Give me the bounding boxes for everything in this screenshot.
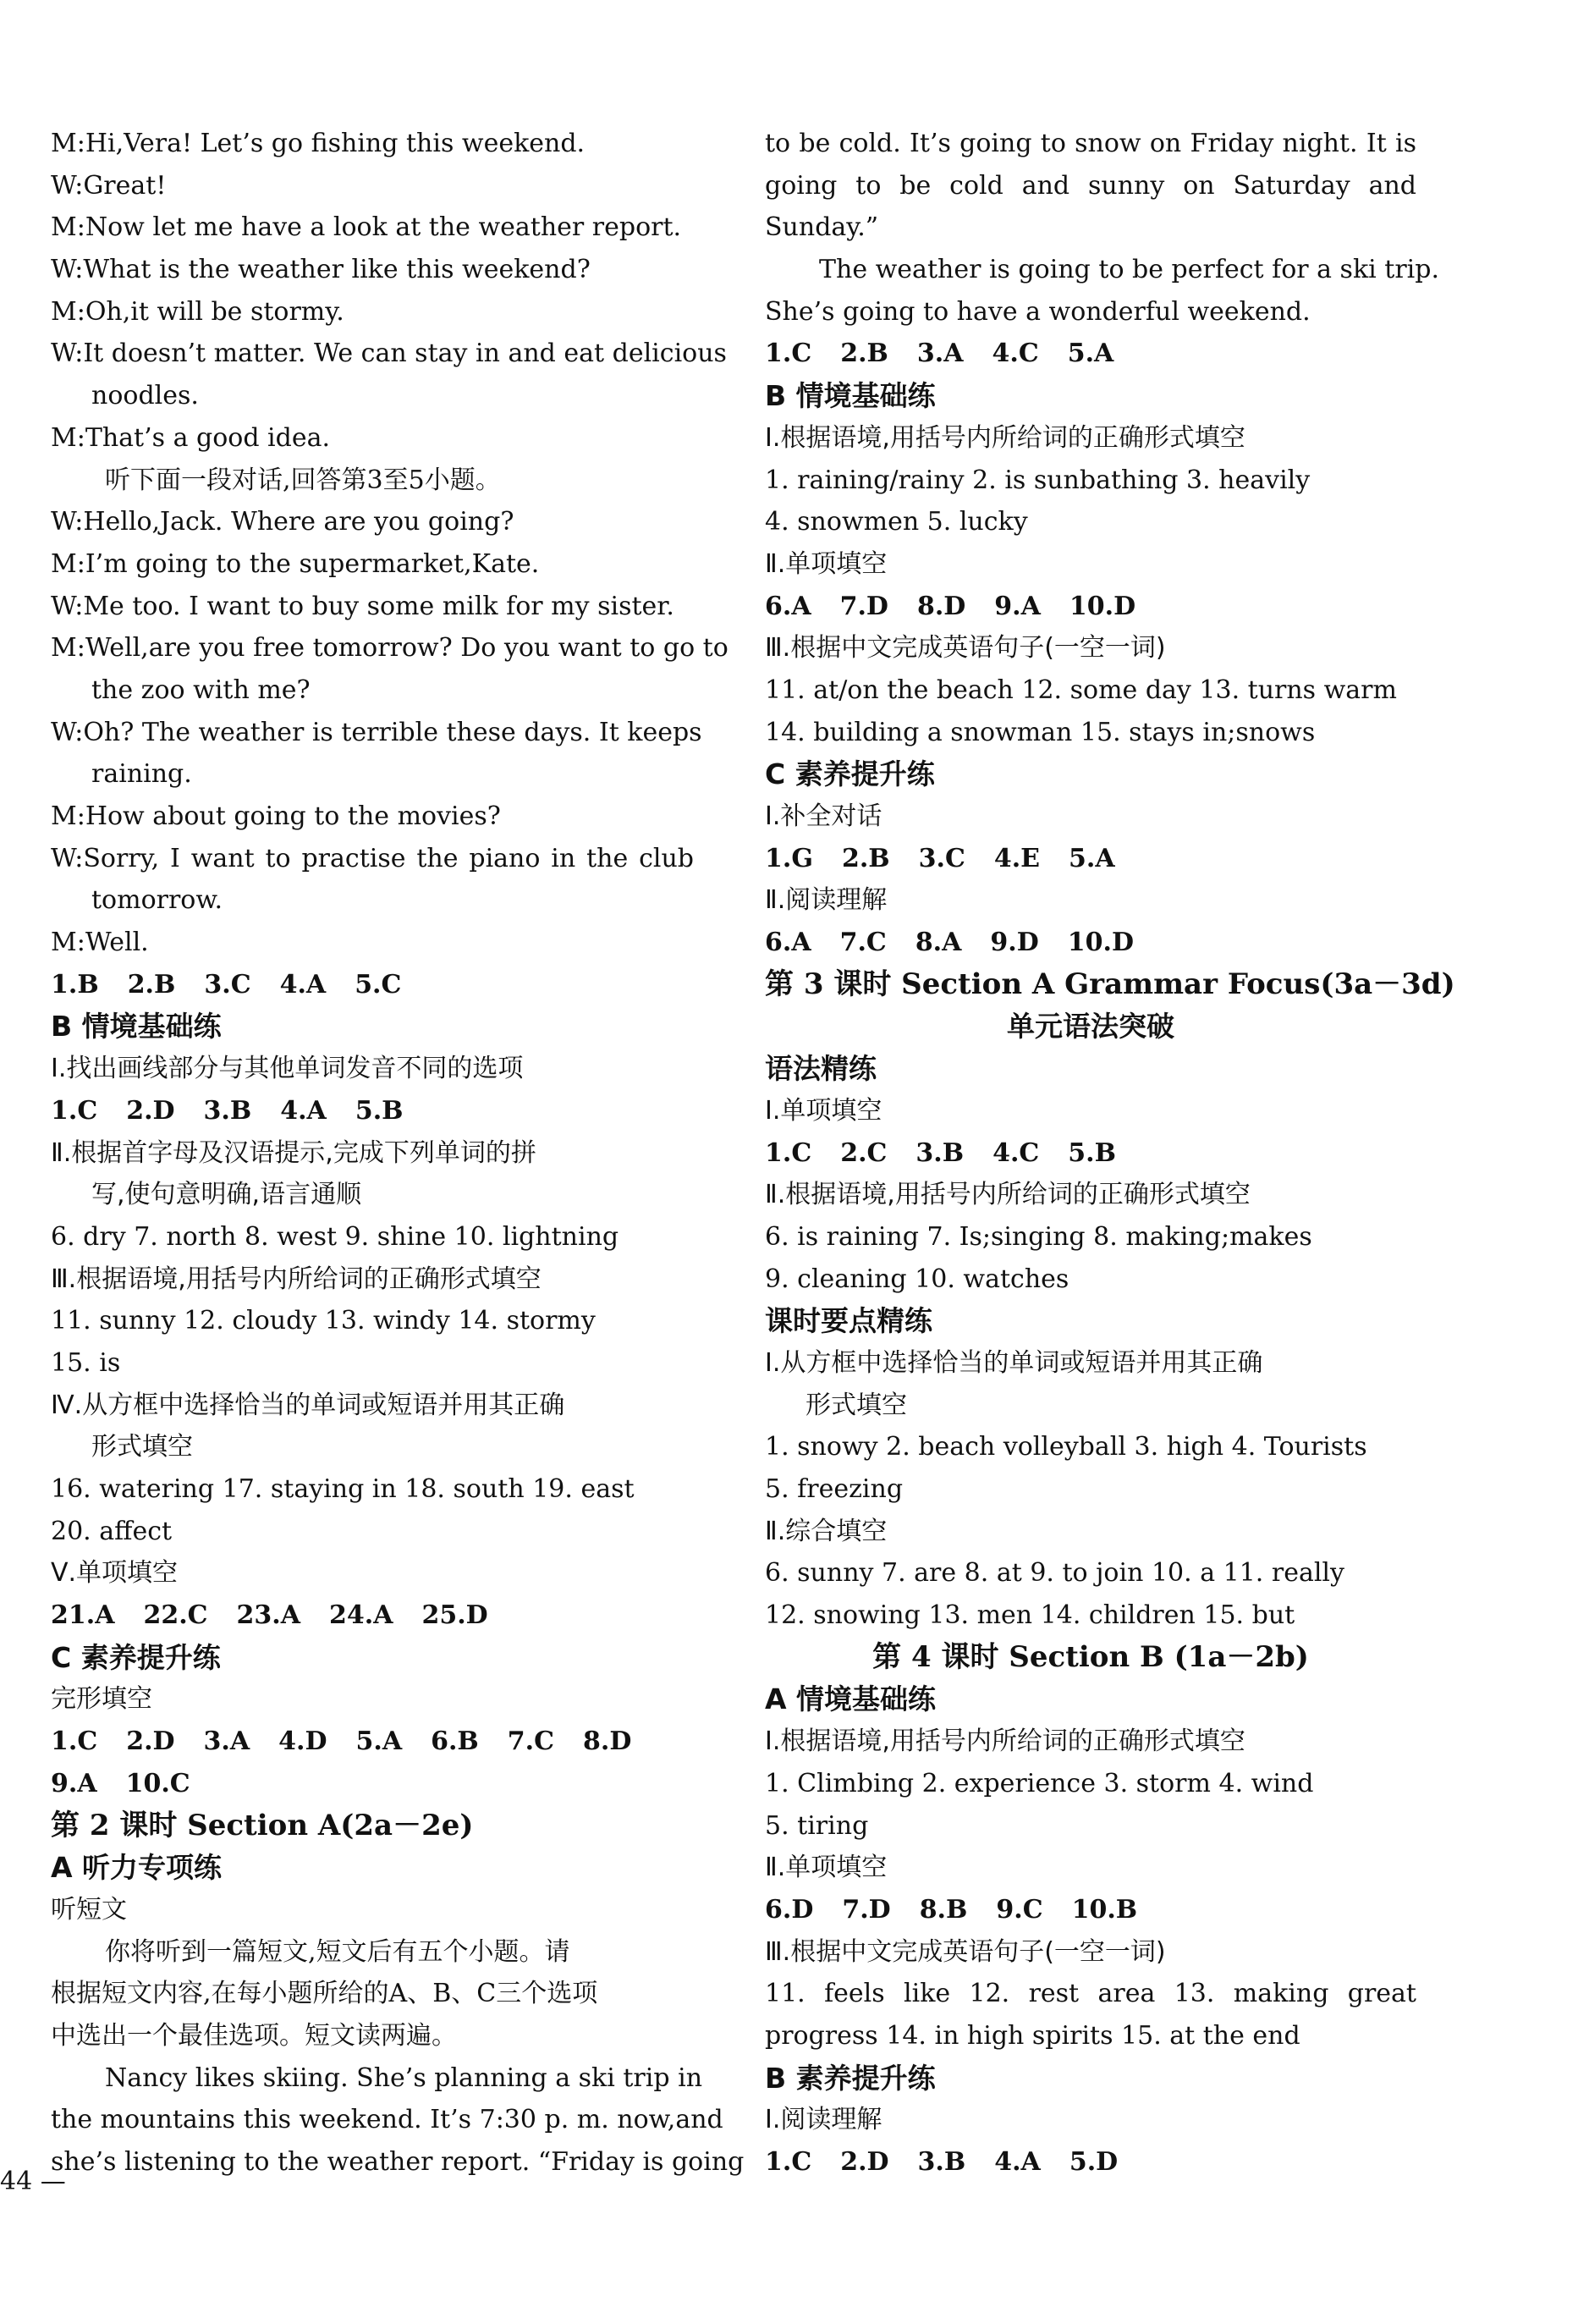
text-line: 5. tiring — [765, 1810, 869, 1841]
text-line: 14. building a snowman 15. stays in;snows — [765, 717, 1316, 747]
answer: 2.D — [126, 1726, 175, 1757]
exercise-heading: Ⅱ.单项填空 — [765, 1853, 888, 1883]
answer: 21.A — [51, 1600, 115, 1631]
answer: 9.A — [51, 1768, 97, 1798]
exercise-heading: Ⅰ.单项填空 — [765, 1095, 882, 1126]
exercise-heading: Ⅱ.综合填空 — [765, 1516, 888, 1546]
answer: 5.C — [355, 969, 402, 1000]
section-heading: C 素养提升练 — [765, 757, 935, 791]
answer: 5.D — [1069, 2147, 1119, 2177]
answer-line — [51, 1763, 694, 1805]
exercise-heading: 听短文 — [51, 1894, 127, 1925]
answer: 5.A — [355, 1726, 403, 1757]
exercise-heading: Ⅱ.根据首字母及汉语提示,完成下列单词的拼 — [51, 1137, 536, 1168]
text-line: noodles. — [91, 381, 199, 411]
text-line: M:Hi,Vera! Let’s go fishing this weekend. — [51, 129, 586, 158]
answer-line — [51, 1721, 694, 1763]
text-line: W:Oh? The weather is terrible these days. It keeps — [51, 717, 702, 747]
section-heading: 单元语法突破 — [1007, 1010, 1174, 1044]
section-heading: 课时要点精练 — [765, 1304, 932, 1338]
text-line: The weather is going to be perfect for a ski trip. — [819, 255, 1439, 285]
answer: 3.B — [917, 2147, 966, 2177]
text-line: W:It doesn’t matter. We can stay in and eat delicious — [51, 339, 727, 369]
answer: 2.C — [840, 1137, 888, 1168]
answer: 7.C — [839, 928, 887, 958]
text-line: M:How about going to the movies? — [51, 801, 501, 831]
text-line: 6. is raining 7. Is;singing 8. making;makes — [765, 1221, 1312, 1252]
text-line: 11. feels like 12. rest area 13. making great — [765, 1979, 1416, 2009]
exercise-heading: 形式填空 — [91, 1432, 193, 1462]
text-line: M:Oh,it will be stormy. — [51, 296, 344, 327]
text-line: to be cold. It’s going to snow on Friday night. It is — [765, 129, 1416, 158]
exercise-heading: Ⅰ.找出画线部分与其他单词发音不同的选项 — [51, 1054, 524, 1084]
left-column — [51, 123, 745, 2184]
text-line: 6. sunny 7. are 8. at 9. to join 10. a 11. really — [765, 1558, 1344, 1589]
text-line: 16. watering 17. staying in 18. south 19. east — [51, 1474, 635, 1504]
text-line: she’s listening to the weather report. “Friday is going — [51, 2147, 745, 2177]
text-line: tomorrow. — [91, 885, 223, 916]
answer: 9.D — [990, 928, 1039, 958]
answer: 10.D — [1069, 591, 1136, 621]
answer-line — [765, 838, 1416, 880]
answer: 3.A — [916, 339, 964, 369]
exercise-heading: Ⅱ.根据语境,用括号内所给词的正确形式填空 — [765, 1180, 1251, 1210]
text-line: She’s going to have a wonderful weekend. — [765, 296, 1311, 327]
answer-line — [51, 1594, 694, 1637]
answer: 23.A — [236, 1600, 301, 1631]
answer: 9.C — [996, 1894, 1043, 1925]
exercise-heading: 写,使句意明确,语言通顺 — [91, 1180, 362, 1210]
answer: 8.B — [919, 1894, 968, 1925]
lesson-title: 第 3 课时 Section A Grammar Focus(3a－3d) — [765, 966, 1455, 1001]
text-line: 15. is — [51, 1347, 121, 1378]
answer: 10.D — [1067, 928, 1134, 958]
answer: 4.E — [993, 843, 1041, 873]
answer: 2.D — [840, 2147, 889, 2177]
text-line: W:Great! — [51, 170, 167, 201]
page-number: 44 — — [0, 2167, 66, 2196]
answer: 5.A — [1067, 339, 1114, 369]
text-line: M:Now let me have a look at the weather report. — [51, 212, 682, 243]
answer: 6.A — [765, 591, 811, 621]
text-line: 12. snowing 13. men 14. children 15. but — [765, 1600, 1295, 1631]
answer: 2.B — [127, 969, 176, 1000]
lesson-title: 第 4 课时 Section B (1a－2b) — [872, 1639, 1309, 1674]
text-line: 听下面一段对话,回答第3至5小题。 — [105, 465, 501, 495]
exercise-heading: Ⅰ.根据语境,用括号内所给词的正确形式填空 — [765, 422, 1245, 453]
answer: 6.B — [431, 1726, 479, 1757]
answer: 22.C — [143, 1600, 208, 1631]
text-line: W:Me too. I want to buy some milk for my sister. — [51, 591, 674, 621]
answer: 3.B — [915, 1137, 965, 1168]
answer: 6.D — [765, 1894, 814, 1925]
answer: 1.C — [765, 339, 812, 369]
answer: 4.C — [992, 339, 1039, 369]
answer: 2.B — [841, 843, 890, 873]
text-line: the zoo with me? — [91, 675, 311, 705]
answer: 8.D — [916, 591, 966, 621]
exercise-heading: Ⅲ.根据中文完成英语句子(一空一词) — [765, 633, 1166, 664]
answer: 4.A — [279, 969, 327, 1000]
answer-line — [765, 922, 1416, 964]
text-line: W:Sorry, I want to practise the piano in the club — [51, 843, 694, 873]
answer: 3.B — [203, 1095, 252, 1126]
answer: 7.D — [842, 1894, 891, 1925]
answer: 4.D — [278, 1726, 327, 1757]
text-line: W:Hello,Jack. Where are you going? — [51, 507, 514, 537]
text-line: progress 14. in high spirits 15. at the end — [765, 2020, 1300, 2051]
answer: 10.C — [125, 1768, 190, 1798]
answer: 1.C — [765, 2147, 812, 2177]
answer: 3.A — [203, 1726, 250, 1757]
answer: 5.A — [1069, 843, 1115, 873]
exercise-heading: 形式填空 — [805, 1390, 907, 1420]
text-line: M:That’s a good idea. — [51, 422, 331, 453]
exercise-heading: 完形填空 — [51, 1684, 152, 1715]
answer: 4.A — [280, 1095, 327, 1126]
answer: 24.A — [329, 1600, 393, 1631]
answer: 4.C — [992, 1137, 1040, 1168]
exercise-heading: Ⅰ.补全对话 — [765, 801, 882, 831]
answer: 25.D — [421, 1600, 488, 1631]
text-line: 11. sunny 12. cloudy 13. windy 14. stormy — [51, 1306, 596, 1336]
text-line: W:What is the weather like this weekend? — [51, 255, 591, 285]
text-line: going to be cold and sunny on Saturday and — [765, 170, 1416, 201]
text-line: 11. at/on the beach 12. some day 13. turns warm — [765, 675, 1397, 705]
section-heading: A 听力专项练 — [51, 1851, 223, 1885]
answer-line — [765, 333, 1416, 375]
answer: 9.A — [994, 591, 1041, 621]
answer: 7.D — [839, 591, 888, 621]
answer-line — [51, 964, 694, 1006]
text-line: 1. Climbing 2. experience 3. storm 4. wind — [765, 1768, 1314, 1798]
exercise-heading: Ⅲ.根据中文完成英语句子(一空一词) — [765, 1936, 1166, 1967]
answer: 8.A — [915, 928, 962, 958]
text-line: raining. — [91, 759, 192, 790]
lesson-title: 第 2 课时 Section A(2a－2e) — [51, 1808, 474, 1842]
text-line: 5. freezing — [765, 1474, 904, 1504]
text-line: Sunday.” — [765, 212, 879, 243]
text-line: Nancy likes skiing. She’s planning a ski trip in — [105, 2062, 703, 2093]
answer: 3.C — [918, 843, 965, 873]
answer: 7.C — [507, 1726, 554, 1757]
answer-line — [765, 2141, 1416, 2184]
exercise-heading: Ⅰ.从方框中选择恰当的单词或短语并用其正确 — [765, 1347, 1263, 1378]
exercise-heading: Ⅲ.根据语境,用括号内所给词的正确形式填空 — [51, 1264, 542, 1294]
answer: 5.B — [355, 1095, 404, 1126]
text-line: 4. snowmen 5. lucky — [765, 507, 1028, 537]
section-heading: B 情境基础练 — [765, 379, 936, 413]
exercise-heading: Ⅱ.阅读理解 — [765, 885, 888, 916]
right-column — [765, 123, 1455, 2184]
answer: 1.C — [51, 1726, 98, 1757]
answer-line — [765, 1132, 1416, 1175]
section-heading: A 情境基础练 — [765, 1682, 937, 1716]
answer: 5.B — [1068, 1137, 1116, 1168]
exercise-heading: Ⅱ.单项填空 — [765, 548, 888, 579]
exercise-heading: Ⅰ.阅读理解 — [765, 2105, 882, 2135]
answer: 8.D — [583, 1726, 632, 1757]
section-heading: B 情境基础练 — [51, 1010, 222, 1044]
answer: 1.C — [765, 1137, 812, 1168]
text-line: 20. affect — [51, 1516, 173, 1546]
section-heading: C 素养提升练 — [51, 1640, 221, 1674]
answer-line — [51, 1090, 694, 1132]
text-line: the mountains this weekend. It’s 7:30 p. m. now,and — [51, 2105, 723, 2135]
answer: 2.D — [126, 1095, 175, 1126]
answer: 10.B — [1071, 1894, 1138, 1925]
text-line: 9. cleaning 10. watches — [765, 1264, 1069, 1294]
text-line: 6. dry 7. north 8. west 9. shine 10. lightning — [51, 1221, 619, 1252]
answer: 1.B — [51, 969, 99, 1000]
answer: 6.A — [765, 928, 811, 958]
text-line: 你将听到一篇短文,短文后有五个小题。请 — [105, 1936, 570, 1967]
section-heading: 语法精练 — [765, 1052, 877, 1086]
answer: 2.B — [840, 339, 888, 369]
answer: 1.G — [765, 843, 813, 873]
answer: 1.C — [51, 1095, 98, 1126]
exercise-heading: Ⅴ.单项填空 — [51, 1558, 179, 1589]
text-line: 1. raining/rainy 2. is sunbathing 3. heavily — [765, 465, 1311, 495]
answer: 3.C — [204, 969, 251, 1000]
answer-line — [765, 1889, 1416, 1931]
exercise-heading: Ⅰ.根据语境,用括号内所给词的正确形式填空 — [765, 1726, 1245, 1757]
text-line: 中选出一个最佳选项。短文读两遍。 — [51, 2020, 457, 2051]
answer-line — [765, 586, 1416, 628]
text-line: M:Well. — [51, 928, 149, 958]
text-line: 根据短文内容,在每小题所给的A、B、C三个选项 — [51, 1979, 598, 2009]
answer: 4.A — [994, 2147, 1041, 2177]
text-line: 1. snowy 2. beach volleyball 3. high 4. Tourists — [765, 1432, 1367, 1462]
text-line: M:Well,are you free tomorrow? Do you want to go to — [51, 633, 729, 664]
section-heading: B 素养提升练 — [765, 2061, 936, 2095]
text-line: M:I’m going to the supermarket,Kate. — [51, 548, 540, 579]
exercise-heading: Ⅳ.从方框中选择恰当的单词或短语并用其正确 — [51, 1390, 565, 1420]
